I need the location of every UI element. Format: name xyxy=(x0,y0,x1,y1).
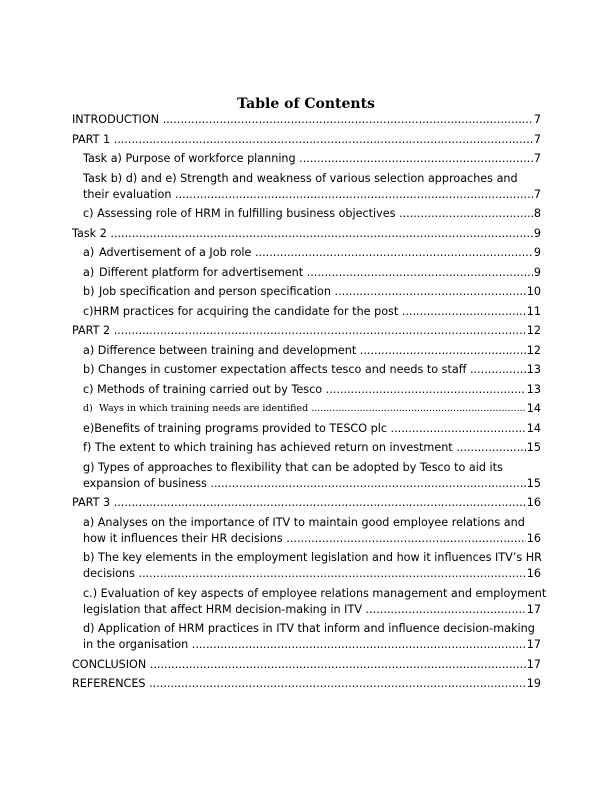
toc-entry-page: 17 xyxy=(526,638,541,651)
toc-entry-label-line2: decisions xyxy=(83,567,135,580)
toc-entry-customer-expectation[interactable] xyxy=(72,362,541,378)
toc-entry-page: 9 xyxy=(533,265,541,279)
toc-entry-evaluation[interactable] xyxy=(72,586,547,618)
toc-entry-part-3[interactable] xyxy=(72,495,541,511)
table-of-contents xyxy=(72,112,547,696)
toc-entry-page: 10 xyxy=(526,285,541,298)
toc-entry-label: Advertisement of a Job role xyxy=(99,246,252,259)
toc-entry-label: INTRODUCTION xyxy=(72,113,160,126)
toc-entry-training-needs[interactable] xyxy=(72,401,541,417)
toc-entry-label-line2: expansion of business xyxy=(83,476,207,490)
toc-entry-label: Task a) Purpose of workforce planning xyxy=(83,152,296,165)
toc-entry-label-line1: b) The key elements in the employment legislation and how it influences ITV’s HR xyxy=(83,551,542,564)
toc-entry-label-line1: g) Types of approaches to flexibility that can be adopted by Tesco to aid its xyxy=(83,460,503,474)
toc-entry-label: PART 2 xyxy=(72,324,111,337)
toc-entry-label: Ways in which training needs are identified xyxy=(99,403,309,414)
toc-entry-page: 7 xyxy=(533,152,541,165)
toc-entry-label-line1: a) Analyses on the importance of ITV to maintain good employee relations and xyxy=(83,515,525,529)
toc-entry-job-spec[interactable] xyxy=(72,284,541,300)
toc-entry-page: 12 xyxy=(526,343,541,357)
toc-entry-task-bde[interactable] xyxy=(72,171,541,203)
toc-entry-marker: d) xyxy=(83,403,93,414)
toc-entry-page: 12 xyxy=(526,324,541,337)
toc-entry-platform[interactable] xyxy=(72,265,541,281)
toc-entry-label-line2: their evaluation xyxy=(83,187,172,201)
toc-entry-label-line1: Task b) d) and e) Strength and weakness of various selection approaches and xyxy=(83,171,518,185)
toc-entry-part-2[interactable] xyxy=(72,323,541,339)
toc-entry-page: 7 xyxy=(533,132,541,146)
toc-entry-page: 16 xyxy=(526,567,541,580)
toc-entry-flexibility[interactable] xyxy=(72,460,541,492)
toc-entry-label: PART 3 xyxy=(72,496,111,509)
toc-entry-page: 7 xyxy=(533,187,541,201)
toc-entry-training-methods[interactable] xyxy=(72,382,541,398)
toc-entry-page: 9 xyxy=(533,246,541,259)
toc-entry-page: 19 xyxy=(526,677,541,690)
toc-entry-page: 11 xyxy=(526,304,541,318)
toc-entry-training-roi[interactable] xyxy=(72,440,541,456)
toc-entry-hrm-practices[interactable] xyxy=(72,304,541,320)
toc-entry-marker: a) xyxy=(83,246,95,259)
toc-entry-introduction[interactable] xyxy=(72,112,541,128)
toc-entry-conclusion[interactable] xyxy=(72,657,541,673)
toc-entry-training-benefits[interactable] xyxy=(72,421,541,437)
toc-entry-application[interactable] xyxy=(72,621,541,653)
toc-entry-label-line1: d) Application of HRM practices in ITV that inform and influence decision-making xyxy=(83,622,535,635)
toc-entry-label: e)Benefits of training programs provided to TESCO plc xyxy=(83,421,387,435)
toc-entry-label: b) Changes in customer expectation affects tesco and needs to staff xyxy=(83,363,467,376)
toc-entry-page: 8 xyxy=(533,207,541,220)
toc-entry-label: Task 2 xyxy=(72,226,107,240)
toc-entry-page: 16 xyxy=(526,531,541,545)
toc-entry-task-c[interactable] xyxy=(72,206,541,222)
toc-entry-label: REFERENCES xyxy=(72,677,146,690)
toc-entry-label: c) Methods of training carried out by Tesco xyxy=(83,382,323,396)
toc-entry-page: 13 xyxy=(526,363,541,376)
toc-entry-label: a) Difference between training and development xyxy=(83,343,357,357)
toc-entry-label: PART 1 xyxy=(72,132,111,146)
toc-entry-label: Job specification and person specification xyxy=(99,285,331,298)
toc-entry-label: f) The extent to which training has achieved return on investment xyxy=(83,441,453,454)
toc-entry-page: 14 xyxy=(526,421,541,435)
toc-entry-marker: a) xyxy=(83,265,95,279)
toc-entry-label-line1: c.) Evaluation of key aspects of employee relations management and employment xyxy=(83,586,547,600)
toc-entry-page: 16 xyxy=(526,496,541,509)
toc-title: Table of Contents xyxy=(237,96,375,112)
toc-entry-label: c) Assessing role of HRM in fulfilling business objectives xyxy=(83,207,396,220)
toc-entry-label: CONCLUSION xyxy=(72,657,147,671)
toc-entry-page: 7 xyxy=(533,113,541,126)
toc-entry-label-line2: how it influences their HR decisions xyxy=(83,531,283,545)
toc-entry-page: 13 xyxy=(526,382,541,396)
toc-entry-page: 15 xyxy=(526,441,541,454)
toc-entry-employee-relations[interactable] xyxy=(72,515,541,547)
toc-entry-label-line2: legislation that affect HRM decision-making in ITV xyxy=(83,602,362,616)
toc-entry-employment-legislation[interactable] xyxy=(72,550,541,582)
toc-entry-task-2[interactable] xyxy=(72,226,541,242)
toc-entry-training-development[interactable] xyxy=(72,343,541,359)
toc-entry-page: 15 xyxy=(526,476,541,490)
toc-entry-advertisement[interactable] xyxy=(72,245,541,261)
toc-entry-label: c)HRM practices for acquiring the candidate for the post xyxy=(83,304,399,318)
toc-entry-page: 17 xyxy=(526,602,541,616)
toc-entry-label-line2: in the organisation xyxy=(83,638,189,651)
toc-entry-references[interactable] xyxy=(72,676,541,692)
toc-entry-page: 17 xyxy=(526,657,541,671)
toc-entry-page: 9 xyxy=(533,226,541,240)
toc-entry-page: 14 xyxy=(526,402,541,415)
toc-entry-task-a[interactable] xyxy=(72,151,541,167)
toc-entry-marker: b) xyxy=(83,285,95,298)
toc-entry-label: Different platform for advertisement xyxy=(99,265,304,279)
toc-entry-part-1[interactable] xyxy=(72,132,541,148)
